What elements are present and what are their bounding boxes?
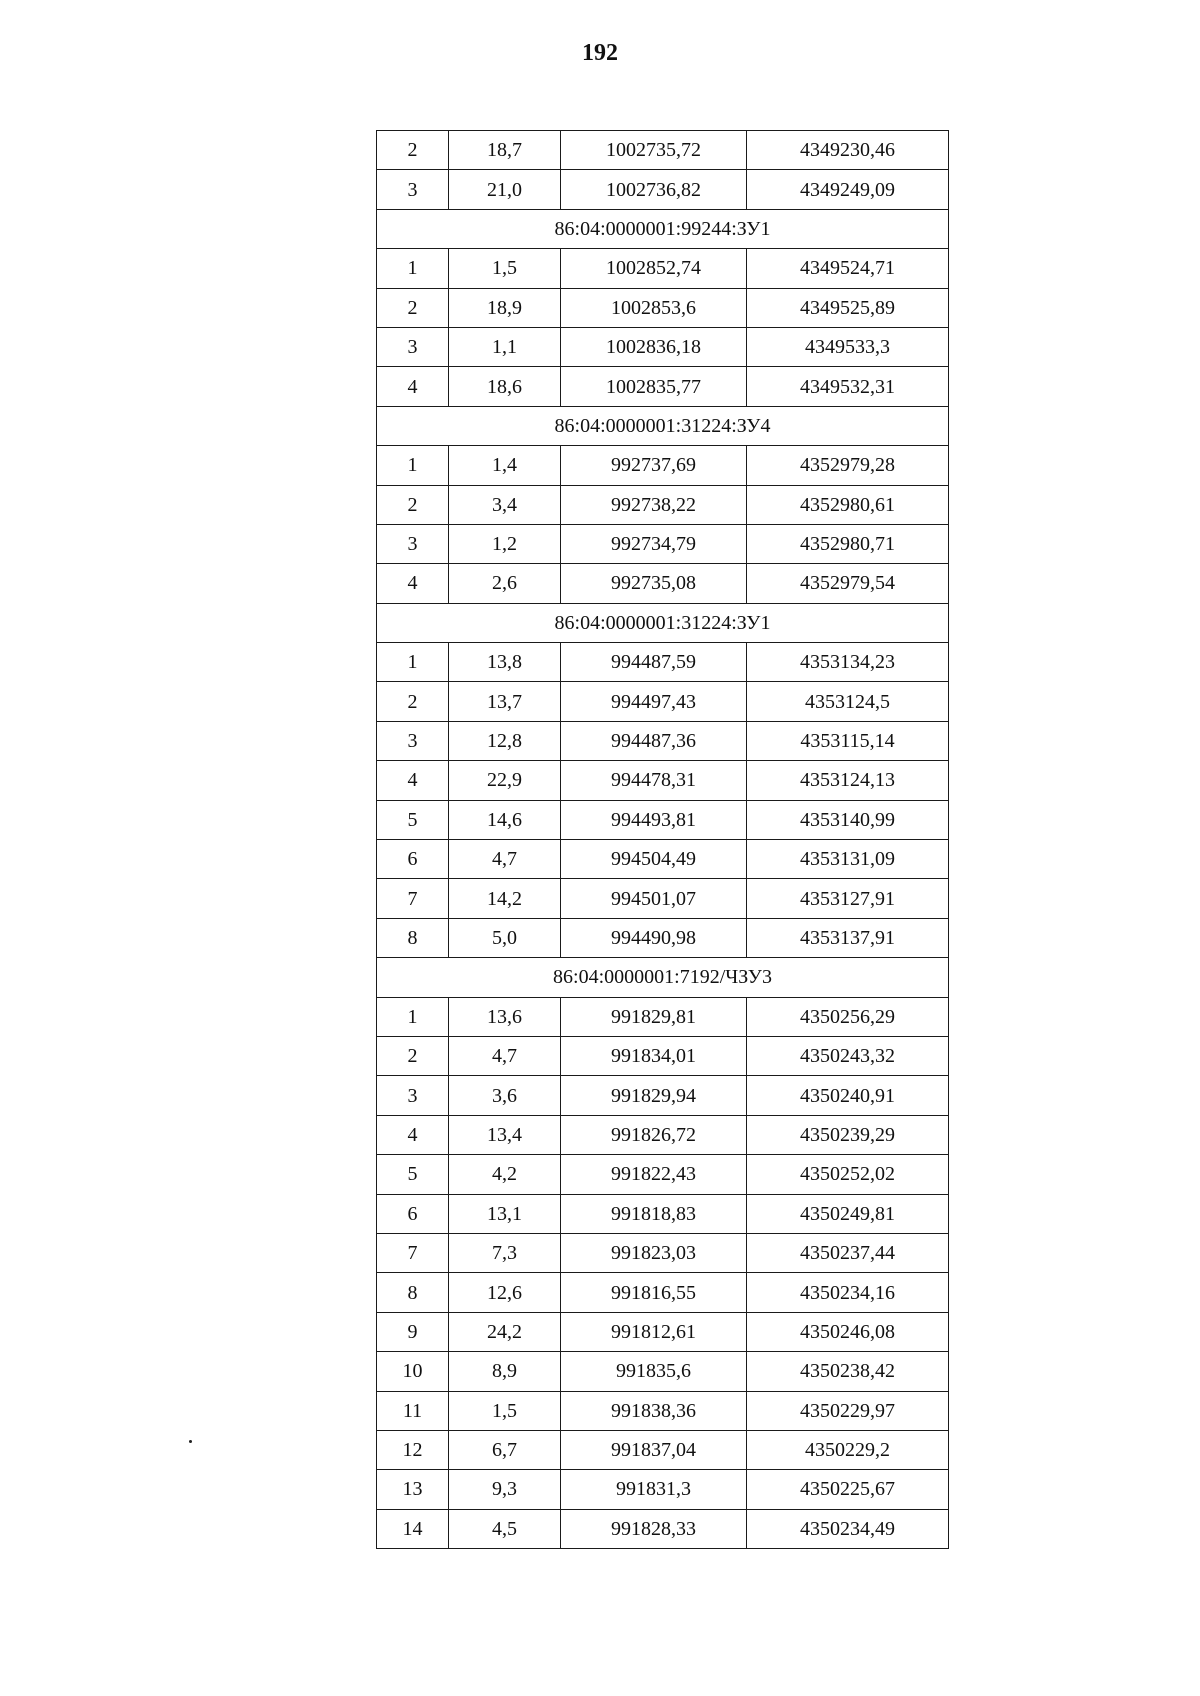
table-row [377, 524, 949, 563]
table-row [377, 288, 949, 327]
x-coordinate-cell: 994487,59 [561, 643, 747, 682]
point-number-cell: 1 [377, 643, 449, 682]
x-coordinate-cell: 1002852,74 [561, 249, 747, 288]
y-coordinate-cell: 4350249,81 [747, 1194, 949, 1233]
point-number-cell: 8 [377, 918, 449, 957]
y-coordinate-cell: 4349533,3 [747, 327, 949, 366]
point-number-cell: 14 [377, 1509, 449, 1548]
x-coordinate-cell: 991812,61 [561, 1312, 747, 1351]
table-row [377, 1509, 949, 1548]
point-number-cell: 3 [377, 1076, 449, 1115]
x-coordinate-cell: 991823,03 [561, 1233, 747, 1272]
point-number-cell: 3 [377, 327, 449, 366]
table-row [377, 1115, 949, 1154]
table-row [377, 446, 949, 485]
point-number-cell: 5 [377, 1155, 449, 1194]
distance-cell: 13,6 [449, 997, 561, 1036]
distance-cell: 4,7 [449, 840, 561, 879]
table-row [377, 840, 949, 879]
distance-cell: 1,2 [449, 524, 561, 563]
distance-cell: 1,4 [449, 446, 561, 485]
y-coordinate-cell: 4349249,09 [747, 170, 949, 209]
distance-cell: 13,4 [449, 1115, 561, 1154]
table-row [377, 761, 949, 800]
point-number-cell: 1 [377, 997, 449, 1036]
table-row [377, 1430, 949, 1469]
y-coordinate-cell: 4353137,91 [747, 918, 949, 957]
distance-cell: 8,9 [449, 1352, 561, 1391]
distance-cell: 24,2 [449, 1312, 561, 1351]
x-coordinate-cell: 991834,01 [561, 1036, 747, 1075]
x-coordinate-cell: 991831,3 [561, 1470, 747, 1509]
x-coordinate-cell: 994501,07 [561, 879, 747, 918]
table-row [377, 170, 949, 209]
point-number-cell: 1 [377, 249, 449, 288]
distance-cell: 4,2 [449, 1155, 561, 1194]
distance-cell: 21,0 [449, 170, 561, 209]
y-coordinate-cell: 4350256,29 [747, 997, 949, 1036]
point-number-cell: 2 [377, 131, 449, 170]
distance-cell: 1,1 [449, 327, 561, 366]
point-number-cell: 4 [377, 761, 449, 800]
point-number-cell: 1 [377, 446, 449, 485]
distance-cell: 7,3 [449, 1233, 561, 1272]
y-coordinate-cell: 4349532,31 [747, 367, 949, 406]
x-coordinate-cell: 994478,31 [561, 761, 747, 800]
point-number-cell: 9 [377, 1312, 449, 1351]
table-row [377, 643, 949, 682]
point-number-cell: 4 [377, 367, 449, 406]
x-coordinate-cell: 991838,36 [561, 1391, 747, 1430]
point-number-cell: 6 [377, 840, 449, 879]
y-coordinate-cell: 4353134,23 [747, 643, 949, 682]
x-coordinate-cell: 991835,6 [561, 1352, 747, 1391]
table-row [377, 1233, 949, 1272]
table-row [377, 800, 949, 839]
y-coordinate-cell: 4353131,09 [747, 840, 949, 879]
y-coordinate-cell: 4353115,14 [747, 721, 949, 760]
table-row [377, 485, 949, 524]
table-row [377, 721, 949, 760]
coordinates-table-body [377, 131, 949, 1549]
y-coordinate-cell: 4350243,32 [747, 1036, 949, 1075]
y-coordinate-cell: 4350229,97 [747, 1391, 949, 1430]
y-coordinate-cell: 4349230,46 [747, 131, 949, 170]
x-coordinate-cell: 991826,72 [561, 1115, 747, 1154]
point-number-cell: 8 [377, 1273, 449, 1312]
section-label: 86:04:0000001:99244:ЗУ1 [377, 209, 949, 248]
x-coordinate-cell: 994497,43 [561, 682, 747, 721]
y-coordinate-cell: 4350240,91 [747, 1076, 949, 1115]
distance-cell: 6,7 [449, 1430, 561, 1469]
y-coordinate-cell: 4353124,5 [747, 682, 949, 721]
y-coordinate-cell: 4350238,42 [747, 1352, 949, 1391]
point-number-cell: 6 [377, 1194, 449, 1233]
x-coordinate-cell: 1002736,82 [561, 170, 747, 209]
table-row [377, 249, 949, 288]
table-row [377, 367, 949, 406]
y-coordinate-cell: 4350225,67 [747, 1470, 949, 1509]
table-row [377, 879, 949, 918]
point-number-cell: 12 [377, 1430, 449, 1469]
distance-cell: 13,8 [449, 643, 561, 682]
table-row [377, 1036, 949, 1075]
section-header-row [377, 209, 949, 248]
table-row [377, 1194, 949, 1233]
distance-cell: 18,6 [449, 367, 561, 406]
y-coordinate-cell: 4350239,29 [747, 1115, 949, 1154]
table-row [377, 997, 949, 1036]
y-coordinate-cell: 4350252,02 [747, 1155, 949, 1194]
scan-speck [189, 1440, 192, 1443]
y-coordinate-cell: 4349525,89 [747, 288, 949, 327]
point-number-cell: 2 [377, 682, 449, 721]
x-coordinate-cell: 991822,43 [561, 1155, 747, 1194]
table-row [377, 918, 949, 957]
section-label: 86:04:0000001:7192/ЧЗУ3 [377, 958, 949, 997]
distance-cell: 12,6 [449, 1273, 561, 1312]
y-coordinate-cell: 4353124,13 [747, 761, 949, 800]
point-number-cell: 5 [377, 800, 449, 839]
y-coordinate-cell: 4352980,61 [747, 485, 949, 524]
distance-cell: 9,3 [449, 1470, 561, 1509]
section-label: 86:04:0000001:31224:ЗУ1 [377, 603, 949, 642]
distance-cell: 13,7 [449, 682, 561, 721]
x-coordinate-cell: 991816,55 [561, 1273, 747, 1312]
distance-cell: 1,5 [449, 1391, 561, 1430]
point-number-cell: 4 [377, 564, 449, 603]
distance-cell: 22,9 [449, 761, 561, 800]
y-coordinate-cell: 4350246,08 [747, 1312, 949, 1351]
table-row [377, 1273, 949, 1312]
x-coordinate-cell: 994493,81 [561, 800, 747, 839]
point-number-cell: 2 [377, 1036, 449, 1075]
table-row [377, 1470, 949, 1509]
point-number-cell: 7 [377, 1233, 449, 1272]
distance-cell: 2,6 [449, 564, 561, 603]
y-coordinate-cell: 4350234,16 [747, 1273, 949, 1312]
point-number-cell: 3 [377, 170, 449, 209]
point-number-cell: 3 [377, 524, 449, 563]
page-number: 192 [582, 40, 618, 66]
x-coordinate-cell: 991828,33 [561, 1509, 747, 1548]
x-coordinate-cell: 992738,22 [561, 485, 747, 524]
x-coordinate-cell: 1002835,77 [561, 367, 747, 406]
x-coordinate-cell: 994487,36 [561, 721, 747, 760]
distance-cell: 1,5 [449, 249, 561, 288]
point-number-cell: 7 [377, 879, 449, 918]
y-coordinate-cell: 4350237,44 [747, 1233, 949, 1272]
distance-cell: 14,2 [449, 879, 561, 918]
table-row [377, 1155, 949, 1194]
x-coordinate-cell: 1002735,72 [561, 131, 747, 170]
table-row [377, 1312, 949, 1351]
point-number-cell: 10 [377, 1352, 449, 1391]
distance-cell: 13,1 [449, 1194, 561, 1233]
x-coordinate-cell: 992734,79 [561, 524, 747, 563]
section-header-row [377, 603, 949, 642]
section-header-row [377, 406, 949, 445]
section-label: 86:04:0000001:31224:ЗУ4 [377, 406, 949, 445]
x-coordinate-cell: 992735,08 [561, 564, 747, 603]
x-coordinate-cell: 991829,94 [561, 1076, 747, 1115]
y-coordinate-cell: 4350234,49 [747, 1509, 949, 1548]
distance-cell: 18,7 [449, 131, 561, 170]
x-coordinate-cell: 992737,69 [561, 446, 747, 485]
x-coordinate-cell: 991837,04 [561, 1430, 747, 1469]
section-header-row [377, 958, 949, 997]
table-row [377, 564, 949, 603]
point-number-cell: 4 [377, 1115, 449, 1154]
table-row [377, 1391, 949, 1430]
y-coordinate-cell: 4352980,71 [747, 524, 949, 563]
y-coordinate-cell: 4352979,54 [747, 564, 949, 603]
table-row [377, 1076, 949, 1115]
distance-cell: 4,5 [449, 1509, 561, 1548]
x-coordinate-cell: 994504,49 [561, 840, 747, 879]
coordinates-table [376, 130, 949, 1549]
distance-cell: 18,9 [449, 288, 561, 327]
y-coordinate-cell: 4349524,71 [747, 249, 949, 288]
x-coordinate-cell: 1002853,6 [561, 288, 747, 327]
distance-cell: 3,6 [449, 1076, 561, 1115]
point-number-cell: 2 [377, 485, 449, 524]
distance-cell: 3,4 [449, 485, 561, 524]
y-coordinate-cell: 4353140,99 [747, 800, 949, 839]
x-coordinate-cell: 991829,81 [561, 997, 747, 1036]
table-row [377, 131, 949, 170]
table-row [377, 327, 949, 366]
point-number-cell: 2 [377, 288, 449, 327]
y-coordinate-cell: 4350229,2 [747, 1430, 949, 1469]
distance-cell: 14,6 [449, 800, 561, 839]
x-coordinate-cell: 991818,83 [561, 1194, 747, 1233]
x-coordinate-cell: 1002836,18 [561, 327, 747, 366]
table-row [377, 682, 949, 721]
point-number-cell: 3 [377, 721, 449, 760]
point-number-cell: 13 [377, 1470, 449, 1509]
y-coordinate-cell: 4353127,91 [747, 879, 949, 918]
table-row [377, 1352, 949, 1391]
point-number-cell: 11 [377, 1391, 449, 1430]
distance-cell: 4,7 [449, 1036, 561, 1075]
y-coordinate-cell: 4352979,28 [747, 446, 949, 485]
distance-cell: 5,0 [449, 918, 561, 957]
x-coordinate-cell: 994490,98 [561, 918, 747, 957]
distance-cell: 12,8 [449, 721, 561, 760]
